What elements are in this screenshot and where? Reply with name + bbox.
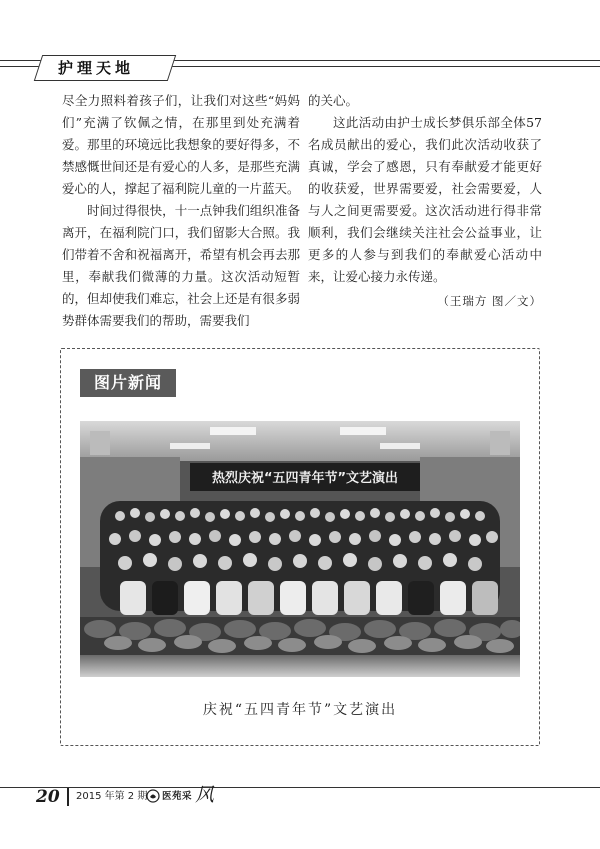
- magazine-logo-icon: [146, 789, 160, 803]
- article-paragraph: 时间过得很快，十一点钟我们组织准备离开，在福利院门口，我们留影大合照。我们带着不舍和祝福离开，希望有机会再去那里，奉献我们微薄的力量。这次活动短暂的，但却使我们难忘，社会上还是有很多弱势群体需要我们的帮助，需要我们: [62, 203, 300, 328]
- group-photo: [80, 421, 520, 677]
- article-paragraph: 这此活动由护士成长梦俱乐部全体57名成员献出的爱心，我们此次活动收获了真诚，学会了感恩，只有奉献爱才能更好的收获爱，世界需要爱，社会需要爱，人与人之间更需要爱。这次活动进行得非常顺利，我们会继续关注社会公益事业，让更多的人参与到我们的奉献爱心活动中来，让爱心接力永传递。: [308, 115, 542, 284]
- section-title: 护理天地: [58, 59, 135, 77]
- event-banner-text: 热烈庆祝“五四青年节”文艺演出: [211, 471, 399, 486]
- magazine-name-glyph: 风: [195, 784, 215, 806]
- photo-caption: 庆祝“五四青年节”文艺演出: [202, 702, 398, 718]
- article-column-left: [62, 90, 300, 332]
- footer-divider: [67, 788, 69, 806]
- article-column-right: [308, 90, 542, 312]
- article-paragraph: 尽全力照料着孩子们，让我们对这些“妈妈们”充满了钦佩之情，在那里到处充满着爱。那里的环境远比我想象的要好得多，不禁感慨世间还是有爱心的人多，是那些充满爱心的人，撑起了福利院儿童的一片蓝天。: [62, 93, 300, 196]
- article-byline: （王瑞方 图／文）: [437, 294, 542, 308]
- issue-label: 2015 年第 2 期: [76, 791, 148, 802]
- page-number: 20: [36, 787, 60, 807]
- photo-news-label: 图片新闻: [80, 369, 176, 397]
- article-paragraph: 的关心。: [308, 93, 359, 108]
- footer-rule: [0, 787, 600, 788]
- magazine-name: 医苑采: [162, 791, 193, 802]
